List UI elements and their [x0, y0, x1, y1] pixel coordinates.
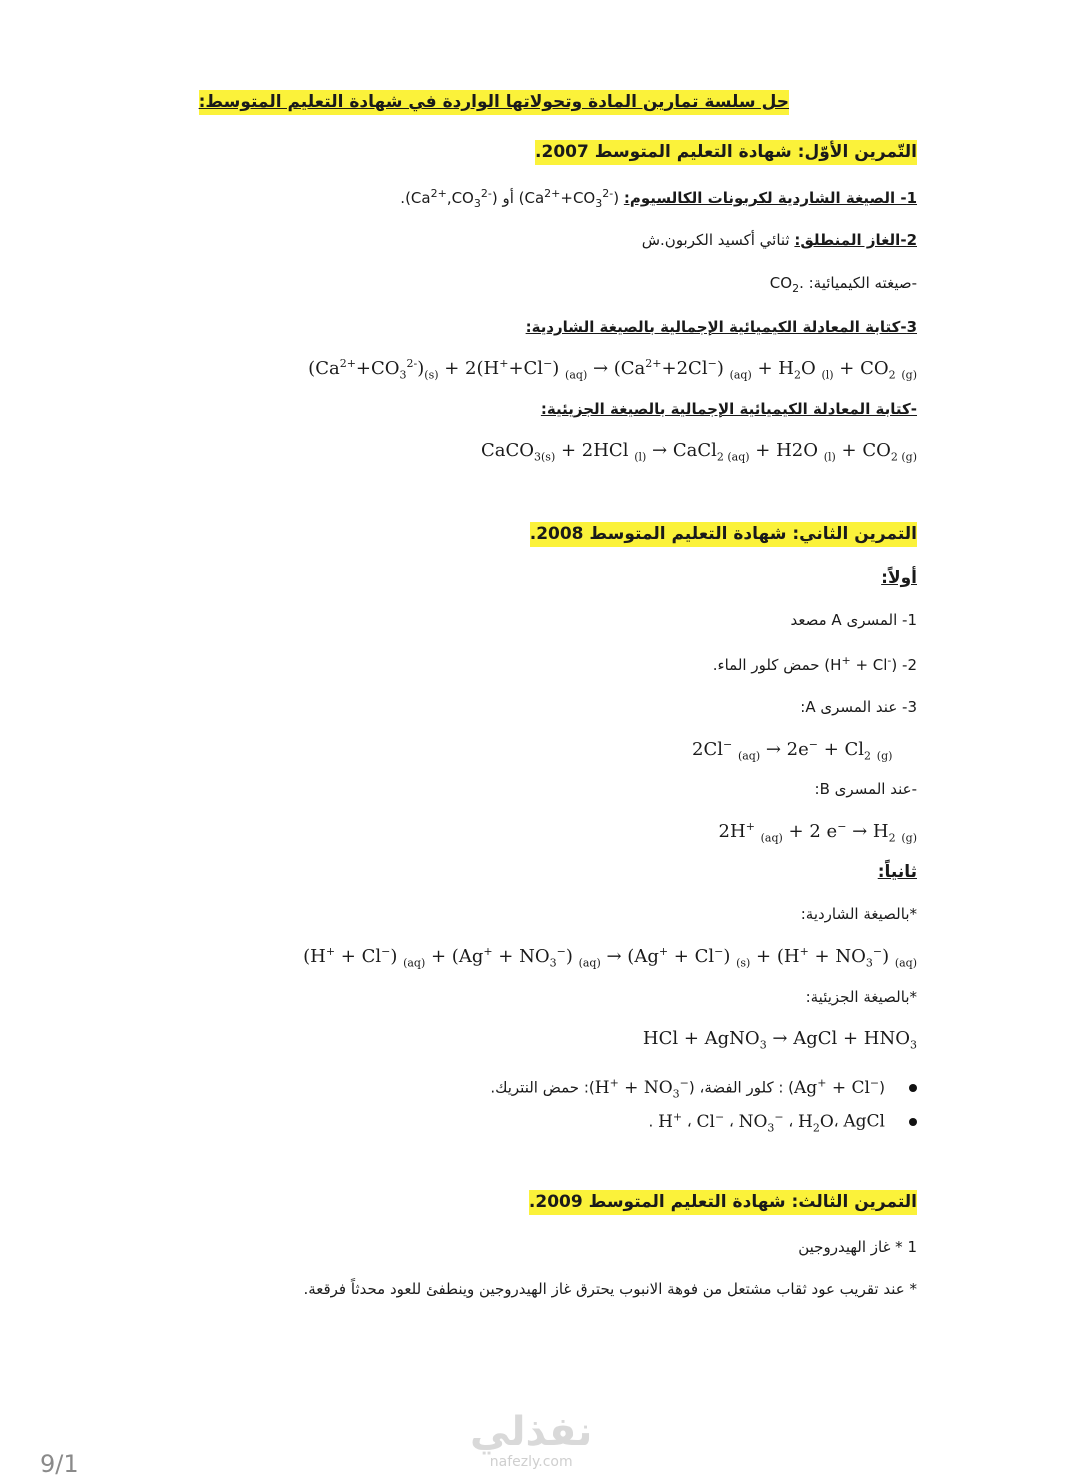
- ex2-at-b: -عند المسرى B:: [814, 780, 917, 798]
- document-title: حل سلسة تمارين المادة وتحولاتها الواردة في شهادة التعليم المتوسط:: [199, 92, 789, 112]
- ex3-item-1: 1 * غاز الهيدروجين: [798, 1238, 917, 1256]
- ex1-formula-value: $CO_2$.: [769, 274, 804, 295]
- ex1-ionic-equation: $(Ca^{2+}+CO_3^{2-})_{(s)} + 2(H^++Cl^-) _{(aq)} \to (Ca^{2+}+2Cl^-) _{(aq)} + H_2O$ $_{(l)} + CO_2$ $_{(g)}$: [308, 357, 917, 382]
- ex1-q2-value: ثنائي أكسيد الكربون.ش: [641, 231, 795, 249]
- ex2-ionic-label: *بالصيغة الشاردية:: [800, 905, 917, 923]
- exercise-1-heading: التّمرين الأوّل: شهادة التعليم المتوسط 2007.: [535, 142, 917, 162]
- ex2-bullet-1: (Ag+ + Cl−) : كلور الفضة، $(H^+ + NO_3^-)$: حمض النتريك.: [490, 1076, 885, 1101]
- ex1-formula: [770, 274, 917, 295]
- watermark-url: nafezly.com: [489, 1454, 573, 1470]
- ex1-q2-label: 2-الغاز المنطلق:: [794, 231, 917, 249]
- ex2-part-2-label: ثانياً:: [877, 862, 917, 882]
- ex1-question-2: [642, 231, 917, 249]
- ex2-item-2: 2- (H+ + Cl-) حمض كلور الماء.: [712, 654, 917, 674]
- ex2-part-1-label: أولاً:: [881, 568, 917, 588]
- ex2-anode-equation: 2Cl− $_{(aq)} \to 2e^- + Cl_2$ $_{(g)}$: [692, 738, 893, 763]
- ex1-question-1: [400, 187, 917, 210]
- watermark-arabic: نفذلي: [470, 1409, 593, 1455]
- bullet-1-dot: [909, 1084, 917, 1092]
- ex1-molecular-label: -كتابة المعادلة الكيميائية الإجمالية بالصيغة الجزيئية:: [540, 400, 917, 418]
- exercise-3-heading: التمرين الثالث: شهادة التعليم المتوسط 2009.: [529, 1192, 917, 1212]
- ex1-q1-value: $(Ca^{2+}+CO_3^{2-})$ أو $(Ca^{2+},CO_3^{2-})$.: [400, 187, 620, 210]
- ex3-item-2: * عند تقريب عود ثقاب مشتعل من فوهة الانبوب يحترق غاز الهيدروجين وينطفئ للعود محدثاً فرقعة.: [303, 1280, 917, 1298]
- ex2-cathode-equation: 2H+ $_{(aq)}$ + 2 $e^- \to H_2$ $_{(g)}$: [718, 820, 917, 845]
- ex1-q1-label: 1- الصيغة الشاردية لكربونات الكالسيوم:: [623, 189, 917, 207]
- bullet-2-dot: [909, 1118, 917, 1126]
- page-number: 9/1: [40, 1450, 79, 1478]
- ex1-question-3: 3-كتابة المعادلة الكيميائية الإجمالية بالصيغة الشاردية:: [525, 318, 917, 336]
- ex2-ionic-equation: (H+ + Cl−) $_{(aq)} + (Ag^+ + NO_3^-)$ $_{(aq)}$ → (Ag+ + Cl−) $_{(s)} + (H^+ + NO_3^-)$ $_{(aq)}$: [303, 945, 917, 970]
- exercise-2-heading: التمرين الثاني: شهادة التعليم المتوسط 2008.: [530, 524, 917, 544]
- ex2-item-3: 3- عند المسرى A:: [800, 698, 917, 716]
- ex2-bullet-2: $H_2O،$ AgCl ، $NO_3^-$ ، Cl− ، H+ .: [648, 1110, 885, 1135]
- ex2-molecular-equation: HCl + AgNO$_3$ → AgCl + $HNO_3$: [642, 1028, 917, 1052]
- ex1-molecular-equation: CaCO$_{3(s)}$ + 2HCl $_{(l)}$ → CaCl$_{2 (aq)}$ + H2O $_{(l)} + CO_{2 (g)}$: [480, 440, 917, 464]
- watermark-logo: [470, 1409, 593, 1470]
- ex2-item-1: 1- المسرى A مصعد: [790, 611, 917, 629]
- ex2-molecular-label: *بالصيغة الجزيئية:: [805, 988, 917, 1006]
- ex1-formula-label: -صيغته الكيميائية:: [803, 274, 917, 292]
